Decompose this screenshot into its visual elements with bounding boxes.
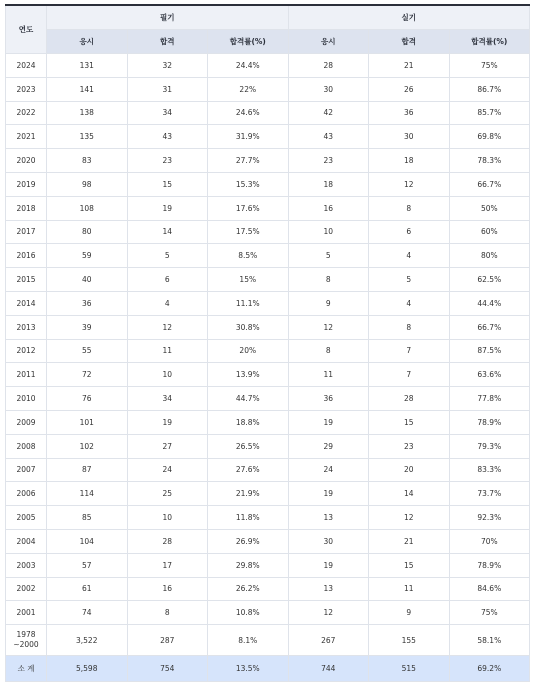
cell-year: 2014 — [6, 291, 47, 315]
cell-written-passed: 25 — [127, 482, 208, 506]
cell-written-rate: 10.8% — [208, 601, 289, 625]
cell-written-applicants: 104 — [47, 529, 128, 553]
cell-year — [6, 625, 47, 656]
cell-practical-applicants: 23 — [288, 149, 369, 173]
cell-year: 2003 — [6, 553, 47, 577]
cell-practical-rate: 78.9% — [449, 553, 530, 577]
cell-written-rate: 17.6% — [208, 196, 289, 220]
cell-practical-passed: 30 — [369, 125, 450, 149]
table-row — [6, 458, 530, 482]
table-row — [6, 172, 530, 196]
table-row-range — [6, 625, 530, 656]
table-row — [6, 77, 530, 101]
cell-written-passed: 17 — [127, 553, 208, 577]
cell-year: 2015 — [6, 268, 47, 292]
cell-practical-rate: 69.8% — [449, 125, 530, 149]
cell-practical-rate: 85.7% — [449, 101, 530, 125]
cell-practical-rate: 73.7% — [449, 482, 530, 506]
cell-written-applicants: 87 — [47, 458, 128, 482]
cell-practical-rate: 44.4% — [449, 291, 530, 315]
table-row — [6, 125, 530, 149]
cell-written-rate: 18.8% — [208, 410, 289, 434]
cell-practical-applicants: 29 — [288, 434, 369, 458]
header-year: 연도 — [6, 5, 47, 54]
cell-practical-rate: 78.3% — [449, 149, 530, 173]
cell-practical-applicants: 19 — [288, 482, 369, 506]
cell-practical-passed: 14 — [369, 482, 450, 506]
cell-practical-applicants: 12 — [288, 601, 369, 625]
table-body — [6, 54, 530, 682]
cell-practical-rate: 70% — [449, 529, 530, 553]
cell-practical-applicants: 28 — [288, 54, 369, 78]
cell-practical-applicants: 36 — [288, 387, 369, 411]
cell-written-applicants: 138 — [47, 101, 128, 125]
cell-year: 2022 — [6, 101, 47, 125]
cell-practical-applicants: 9 — [288, 291, 369, 315]
cell-written-rate: 26.5% — [208, 434, 289, 458]
header-written-passed: 합격 — [127, 30, 208, 54]
cell-written-applicants: 131 — [47, 54, 128, 78]
cell-practical-passed: 18 — [369, 149, 450, 173]
cell-practical-rate: 66.7% — [449, 315, 530, 339]
cell-practical-rate: 78.9% — [449, 410, 530, 434]
cell-year: 2004 — [6, 529, 47, 553]
cell-written-passed: 5 — [127, 244, 208, 268]
cell-written-passed: 43 — [127, 125, 208, 149]
cell-written-applicants: 57 — [47, 553, 128, 577]
cell-written-passed: 4 — [127, 291, 208, 315]
cell-practical-passed: 9 — [369, 601, 450, 625]
cell-practical-passed: 4 — [369, 291, 450, 315]
cell-year: 2013 — [6, 315, 47, 339]
cell-written-applicants: 5,598 — [47, 656, 128, 682]
cell-written-applicants: 76 — [47, 387, 128, 411]
cell-written-applicants: 61 — [47, 577, 128, 601]
exam-statistics-table — [5, 4, 530, 682]
table-header — [6, 5, 530, 54]
cell-practical-applicants: 42 — [288, 101, 369, 125]
table-row — [6, 482, 530, 506]
cell-year: 2005 — [6, 506, 47, 530]
table-row — [6, 244, 530, 268]
cell-practical-applicants: 12 — [288, 315, 369, 339]
table-row — [6, 529, 530, 553]
cell-practical-rate: 79.3% — [449, 434, 530, 458]
cell-practical-passed: 515 — [369, 656, 450, 682]
cell-practical-passed: 11 — [369, 577, 450, 601]
cell-written-rate: 44.7% — [208, 387, 289, 411]
header-written: 필기 — [47, 5, 289, 30]
cell-year: 2010 — [6, 387, 47, 411]
cell-written-rate: 30.8% — [208, 315, 289, 339]
cell-written-passed: 19 — [127, 196, 208, 220]
cell-practical-rate: 87.5% — [449, 339, 530, 363]
cell-practical-applicants: 43 — [288, 125, 369, 149]
cell-practical-applicants: 24 — [288, 458, 369, 482]
cell-written-rate: 8.1% — [208, 625, 289, 656]
cell-written-rate: 13.5% — [208, 656, 289, 682]
cell-written-applicants: 55 — [47, 339, 128, 363]
cell-written-passed: 34 — [127, 101, 208, 125]
cell-practical-rate: 84.6% — [449, 577, 530, 601]
header-practical-rate: 합격률(%) — [449, 30, 530, 54]
cell-practical-passed: 5 — [369, 268, 450, 292]
cell-practical-rate: 77.8% — [449, 387, 530, 411]
cell-year: 2021 — [6, 125, 47, 149]
cell-year: 2006 — [6, 482, 47, 506]
cell-practical-rate: 62.5% — [449, 268, 530, 292]
table-row — [6, 434, 530, 458]
cell-practical-passed: 7 — [369, 363, 450, 387]
header-written-applicants: 응시 — [47, 30, 128, 54]
cell-year: 2017 — [6, 220, 47, 244]
cell-year: 2016 — [6, 244, 47, 268]
cell-written-applicants: 83 — [47, 149, 128, 173]
cell-year: 2002 — [6, 577, 47, 601]
cell-practical-rate: 75% — [449, 601, 530, 625]
cell-written-applicants: 40 — [47, 268, 128, 292]
cell-practical-passed: 155 — [369, 625, 450, 656]
cell-written-applicants: 114 — [47, 482, 128, 506]
cell-written-passed: 10 — [127, 363, 208, 387]
table-row — [6, 101, 530, 125]
cell-written-passed: 8 — [127, 601, 208, 625]
table-row — [6, 220, 530, 244]
cell-written-passed: 16 — [127, 577, 208, 601]
cell-year: 2012 — [6, 339, 47, 363]
stats-table-container — [5, 4, 529, 682]
cell-year: 2020 — [6, 149, 47, 173]
table-row — [6, 410, 530, 434]
cell-written-rate: 20% — [208, 339, 289, 363]
cell-written-applicants: 74 — [47, 601, 128, 625]
cell-year: 2007 — [6, 458, 47, 482]
cell-written-rate: 15% — [208, 268, 289, 292]
cell-written-passed: 10 — [127, 506, 208, 530]
cell-written-rate: 15.3% — [208, 172, 289, 196]
cell-written-applicants: 135 — [47, 125, 128, 149]
cell-written-passed: 12 — [127, 315, 208, 339]
cell-written-passed: 34 — [127, 387, 208, 411]
cell-practical-passed: 15 — [369, 410, 450, 434]
cell-practical-applicants: 744 — [288, 656, 369, 682]
cell-practical-passed: 6 — [369, 220, 450, 244]
cell-practical-applicants: 16 — [288, 196, 369, 220]
cell-written-rate: 8.5% — [208, 244, 289, 268]
cell-practical-applicants: 18 — [288, 172, 369, 196]
cell-practical-applicants: 13 — [288, 577, 369, 601]
cell-written-rate: 24.4% — [208, 54, 289, 78]
cell-written-applicants: 102 — [47, 434, 128, 458]
cell-year: 2001 — [6, 601, 47, 625]
cell-year: 2023 — [6, 77, 47, 101]
cell-written-rate: 27.6% — [208, 458, 289, 482]
cell-practical-rate: 50% — [449, 196, 530, 220]
cell-practical-rate: 86.7% — [449, 77, 530, 101]
cell-written-applicants: 59 — [47, 244, 128, 268]
cell-practical-applicants: 11 — [288, 363, 369, 387]
header-practical-passed: 합격 — [369, 30, 450, 54]
cell-written-rate: 26.9% — [208, 529, 289, 553]
cell-year: 2009 — [6, 410, 47, 434]
cell-written-rate: 21.9% — [208, 482, 289, 506]
cell-written-rate: 24.6% — [208, 101, 289, 125]
cell-practical-passed: 8 — [369, 315, 450, 339]
cell-practical-applicants: 19 — [288, 410, 369, 434]
table-row — [6, 577, 530, 601]
cell-year: 2018 — [6, 196, 47, 220]
cell-written-passed: 287 — [127, 625, 208, 656]
table-row — [6, 268, 530, 292]
cell-written-rate: 11.8% — [208, 506, 289, 530]
cell-practical-passed: 20 — [369, 458, 450, 482]
cell-practical-passed: 21 — [369, 54, 450, 78]
table-row — [6, 339, 530, 363]
cell-practical-applicants: 30 — [288, 529, 369, 553]
cell-practical-rate: 66.7% — [449, 172, 530, 196]
cell-written-applicants: 39 — [47, 315, 128, 339]
header-written-rate: 합격률(%) — [208, 30, 289, 54]
cell-practical-passed: 8 — [369, 196, 450, 220]
table-row — [6, 601, 530, 625]
cell-total-label: 소 계 — [6, 656, 47, 682]
cell-written-applicants: 80 — [47, 220, 128, 244]
cell-written-rate: 26.2% — [208, 577, 289, 601]
cell-practical-rate: 69.2% — [449, 656, 530, 682]
cell-written-rate: 31.9% — [208, 125, 289, 149]
cell-practical-passed: 36 — [369, 101, 450, 125]
cell-practical-passed: 26 — [369, 77, 450, 101]
cell-written-passed: 15 — [127, 172, 208, 196]
cell-practical-passed: 4 — [369, 244, 450, 268]
cell-practical-applicants: 10 — [288, 220, 369, 244]
cell-written-applicants: 141 — [47, 77, 128, 101]
cell-written-applicants: 3,522 — [47, 625, 128, 656]
table-row — [6, 196, 530, 220]
table-row — [6, 506, 530, 530]
cell-written-passed: 31 — [127, 77, 208, 101]
cell-written-passed: 19 — [127, 410, 208, 434]
cell-practical-applicants: 8 — [288, 339, 369, 363]
cell-practical-applicants: 267 — [288, 625, 369, 656]
cell-practical-passed: 23 — [369, 434, 450, 458]
cell-practical-passed: 28 — [369, 387, 450, 411]
cell-practical-passed: 15 — [369, 553, 450, 577]
cell-practical-applicants: 30 — [288, 77, 369, 101]
cell-year: 2008 — [6, 434, 47, 458]
cell-practical-applicants: 5 — [288, 244, 369, 268]
cell-practical-rate: 83.3% — [449, 458, 530, 482]
cell-written-applicants: 36 — [47, 291, 128, 315]
cell-practical-rate: 92.3% — [449, 506, 530, 530]
cell-written-rate: 22% — [208, 77, 289, 101]
cell-written-passed: 11 — [127, 339, 208, 363]
cell-written-passed: 32 — [127, 54, 208, 78]
cell-written-passed: 24 — [127, 458, 208, 482]
year-range-start: 1978 — [16, 630, 36, 640]
cell-written-applicants: 108 — [47, 196, 128, 220]
cell-written-rate: 13.9% — [208, 363, 289, 387]
cell-practical-passed: 7 — [369, 339, 450, 363]
cell-written-rate: 17.5% — [208, 220, 289, 244]
cell-practical-applicants: 8 — [288, 268, 369, 292]
year-range-end: ~2000 — [13, 640, 39, 650]
cell-written-rate: 29.8% — [208, 553, 289, 577]
cell-practical-passed: 21 — [369, 529, 450, 553]
cell-written-applicants: 85 — [47, 506, 128, 530]
cell-written-passed: 27 — [127, 434, 208, 458]
cell-year: 2011 — [6, 363, 47, 387]
cell-written-passed: 23 — [127, 149, 208, 173]
cell-practical-rate: 80% — [449, 244, 530, 268]
table-row-total — [6, 656, 530, 682]
table-row — [6, 363, 530, 387]
cell-written-passed: 754 — [127, 656, 208, 682]
cell-written-passed: 28 — [127, 529, 208, 553]
table-row — [6, 291, 530, 315]
cell-practical-rate: 60% — [449, 220, 530, 244]
table-row — [6, 54, 530, 78]
table-row — [6, 387, 530, 411]
cell-practical-rate: 58.1% — [449, 625, 530, 656]
table-row — [6, 553, 530, 577]
header-practical-applicants: 응시 — [288, 30, 369, 54]
cell-year: 2019 — [6, 172, 47, 196]
cell-practical-applicants: 13 — [288, 506, 369, 530]
cell-written-rate: 27.7% — [208, 149, 289, 173]
cell-written-passed: 14 — [127, 220, 208, 244]
cell-practical-passed: 12 — [369, 172, 450, 196]
header-practical: 실기 — [288, 5, 530, 30]
cell-written-rate: 11.1% — [208, 291, 289, 315]
table-row — [6, 315, 530, 339]
cell-practical-rate: 63.6% — [449, 363, 530, 387]
cell-written-applicants: 98 — [47, 172, 128, 196]
cell-practical-applicants: 19 — [288, 553, 369, 577]
cell-practical-rate: 75% — [449, 54, 530, 78]
cell-written-passed: 6 — [127, 268, 208, 292]
cell-year: 2024 — [6, 54, 47, 78]
cell-written-applicants: 101 — [47, 410, 128, 434]
cell-practical-passed: 12 — [369, 506, 450, 530]
cell-written-applicants: 72 — [47, 363, 128, 387]
table-row — [6, 149, 530, 173]
